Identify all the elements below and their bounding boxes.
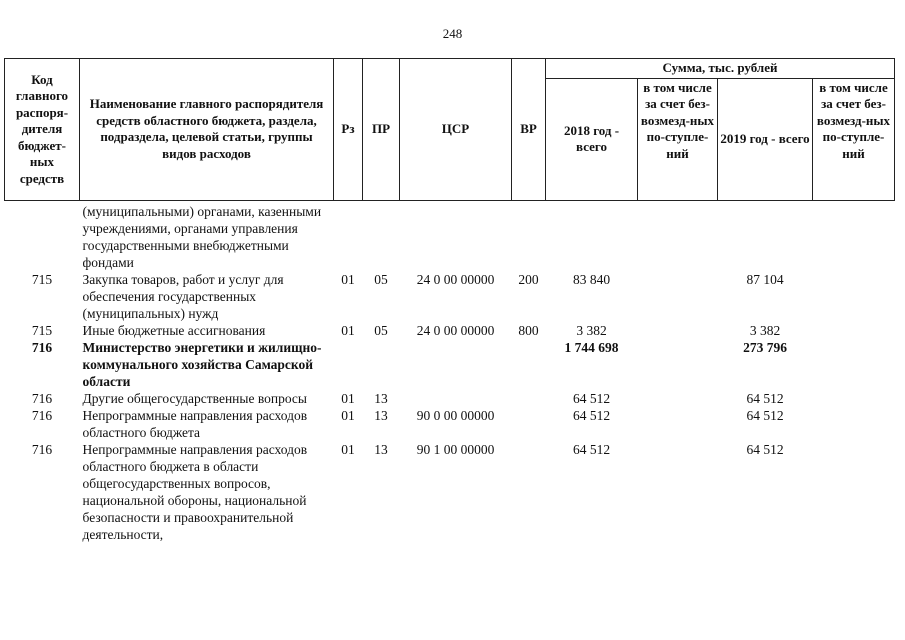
cell-2018-total: 64 512 [572,407,611,423]
cell-rz [334,200,363,271]
cell-code: 716 [31,390,53,406]
cell-2018-total: 1 744 698 [564,339,619,355]
cell-vr: 800 [518,322,539,338]
table-row [5,407,895,441]
cell-pr [363,339,400,390]
header-2018-total: 2018 год - всего [546,78,638,200]
header-csr: ЦСР [400,59,512,201]
cell-name: Непрограммные направления расходов областного бюджета [82,407,308,440]
cell-code: 715 [31,271,53,287]
header-vr: ВР [512,59,546,201]
cell-2019-free [813,322,895,339]
cell-2018-free [638,390,718,407]
cell-2018-total: 3 382 [576,322,607,338]
cell-pr: 13 [374,441,388,457]
cell-csr: 90 1 00 00000 [416,441,495,457]
cell-2018-free [638,322,718,339]
cell-name: Министерство энергетики и жилищно-коммунального хозяйства Самарской области [82,339,322,389]
cell-2019-free [813,271,895,322]
cell-2018-free [638,339,718,390]
table-row [5,339,895,390]
cell-2018-total: 83 840 [572,271,611,287]
cell-rz: 01 [341,271,355,287]
cell-rz: 01 [341,407,355,423]
cell-name: Закупка товаров, работ и услуг для обеспечения государственных (муниципальных) нужд [82,271,284,321]
cell-vr [512,407,546,441]
cell-name: Другие общегосударственные вопросы [82,390,307,406]
cell-rz: 01 [341,390,355,406]
header-2019-free: в том числе за счет без-возмезд-ных по-ступле-ний [813,78,895,200]
cell-csr: 24 0 00 00000 [416,322,495,338]
header-2019-total: 2019 год - всего [718,78,813,200]
cell-2019-total: 273 796 [743,339,787,355]
cell-vr: 200 [518,271,539,287]
cell-2019-free [813,390,895,407]
header-pr: ПР [363,59,400,201]
cell-vr [512,339,546,390]
cell-2019-total: 64 512 [746,407,784,423]
cell-csr [400,339,512,390]
header-code: Код главного распоря-дителя бюджет-ных средств [5,59,80,201]
cell-2018-total [546,200,638,271]
header-name: Наименование главного распорядителя средств областного бюджета, раздела, подраздела, целевой статьи, группы видов расходов [80,59,334,201]
cell-2019-total: 64 512 [746,390,784,406]
cell-2018-free [638,407,718,441]
table-row [5,271,895,322]
cell-2019-total: 3 382 [749,322,781,338]
cell-pr: 13 [374,390,388,406]
cell-2018-free [638,200,718,271]
cell-2019-total: 87 104 [746,271,784,287]
cell-pr: 13 [374,407,388,423]
header-rz: Рз [334,59,363,201]
cell-code: 716 [31,441,53,457]
cell-code: 716 [31,339,53,355]
cell-2019-free [813,407,895,441]
table-row [5,441,895,543]
cell-name: (муниципальными) органами, казенными учреждениями, органами управления государственными внебюджетными фондами [82,203,322,270]
table-row [5,322,895,339]
cell-pr: 05 [374,322,388,338]
table-body [5,200,895,543]
cell-2019-total [718,200,813,271]
cell-2018-total: 64 512 [572,441,611,457]
cell-csr: 24 0 00 00000 [416,271,495,287]
cell-rz [334,339,363,390]
cell-vr [512,200,546,271]
cell-csr [400,390,512,407]
cell-2019-total: 64 512 [746,441,784,457]
cell-vr [512,390,546,407]
cell-pr: 05 [374,271,388,287]
cell-rz: 01 [341,322,355,338]
cell-name: Иные бюджетные ассигнования [82,322,266,338]
cell-2019-free [813,200,895,271]
budget-table [4,58,895,543]
cell-code: 716 [31,407,53,423]
table-row [5,390,895,407]
cell-rz: 01 [341,441,355,457]
cell-code [5,200,80,271]
cell-vr [512,441,546,543]
header-sum: Сумма, тыс. рублей [546,59,895,79]
table-row [5,200,895,271]
header-2018-free: в том числе за счет без-возмезд-ных по-ступле-ний [638,78,718,200]
page-number: 248 [442,26,463,41]
table-header [5,59,895,201]
cell-pr [363,200,400,271]
cell-code: 715 [31,322,53,338]
cell-2019-free [813,339,895,390]
cell-name: Непрограммные направления расходов областного бюджета в области общегосударственных вопросов, национальной обороны, национальной безопасности и правоохранительной деятельности, [82,441,308,542]
cell-2018-free [638,271,718,322]
cell-2019-free [813,441,895,543]
cell-csr: 90 0 00 00000 [416,407,495,423]
cell-2018-total: 64 512 [572,390,611,406]
cell-2018-free [638,441,718,543]
cell-csr [400,200,512,271]
